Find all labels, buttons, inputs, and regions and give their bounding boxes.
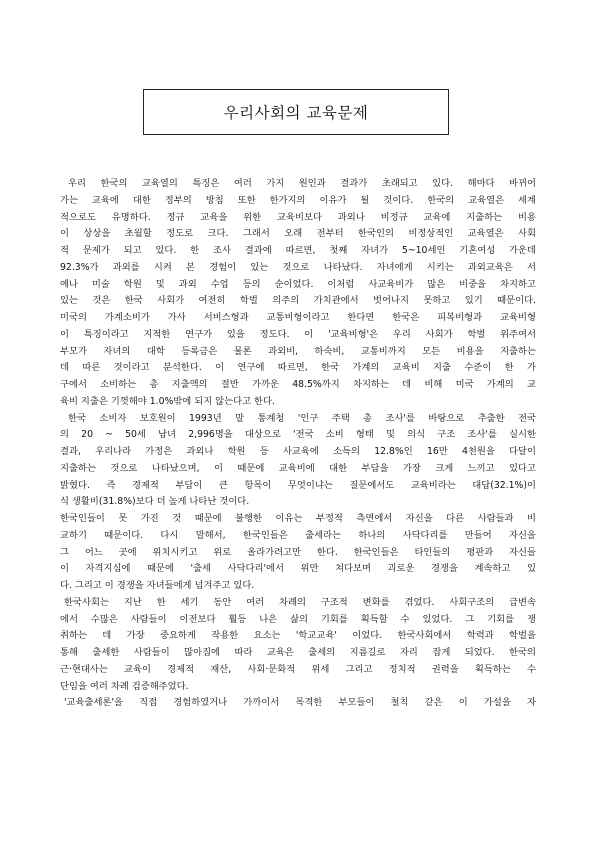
text-line: 적 문제가 되고 있다. 한 조사 결과에 따르면, 첫째 자녀가 5~10세인 기혼여성 가운데 — [60, 245, 536, 256]
text-line: 있는 것은 한국 사회가 여전히 학벌 의주의 가치관에서 벗어나지 못하고 있기 때문이다. — [60, 295, 536, 307]
text-line: 결과, 우리나라 가정은 과외나 학원 등 사교육에 소득의 12.8%인 16만 4천원을 다달이 — [60, 446, 536, 457]
text-line: 밝혔다. 즉 경제적 부담이 큰 항목이 무엇이냐는 질문에서도 교육비라는 대답(32.1%)이 — [60, 479, 536, 491]
text-line: 한국 소비자 보호원이 1993년 말 통계청 '인구 주택 총 조사'를 바탕으로 추출한 전국 — [68, 412, 536, 424]
text-line: 이 자격지심에 때문에 '출세 사닥다리'에서 위만 쳐다보며 괴로운 경쟁을 계속하고 있 — [60, 563, 536, 575]
text-line: 데 따른 것이라고 분석한다. 이 연구에 따르면, 한국 가계의 교육비 지출 수준이 한 가 — [60, 362, 536, 374]
document-body — [60, 176, 536, 712]
text-line: 식 생활비(31.8%)보다 더 높게 나타난 것이다. — [60, 496, 250, 508]
text-line: 예나 미술 학원 및 과외 수업 등의 순이었다. 이처럼 사교육비가 많은 비중을 차지하고 — [60, 278, 536, 290]
text-line: 적으로도 유명하다. 정규 교육을 위한 교육비보다 과외나 비정규 교육에 지출하는 비용 — [60, 211, 536, 223]
text-line: 부모가 자녀의 대학 등록금은 물론 과외비, 하숙비, 교통비까지 모든 비용을 지출하는 — [60, 345, 536, 357]
text-line: 단임을 여러 차례 검증해주었다. — [60, 680, 189, 692]
text-line: 다. 그리고 이 경쟁을 자녀들에게 넘겨주고 있다. — [60, 580, 255, 591]
text-line: 통해 출세한 사람들이 많아짐에 따라 교육은 출세의 지름길로 자리 잡게 되었다. 한국의 — [60, 647, 536, 658]
text-line: 한국사회는 지난 한 세기 동안 여러 차례의 구조적 변화를 겪었다. 사회구조의 급변속 — [64, 596, 536, 608]
text-line: 육비 지출은 기껏해야 1.0%밖에 되지 않는다고 한다. — [60, 395, 275, 407]
text-line: 취하는 데 가장 중요하게 작용한 요소는 '학교교육' 이었다. 한국사회에서 학력과 학벌을 — [60, 630, 536, 642]
text-line: 그 어느 곳에 위치시키고 위로 올라가려고만 한다. 한국인들은 타인들의 평판과 자신들 — [60, 546, 536, 558]
text-line: 구에서 소비하는 총 지출액의 절반 가까운 48.5%까지 차지하는 데 비해 미국 가계의 교 — [60, 379, 536, 390]
text-line: 지출하는 것으로 나타났으며, 이 때문에 교육비에 대한 부담을 가장 크게 느끼고 있다고 — [60, 462, 536, 474]
text-line: 의 20 ~ 50세 남녀 2,996명을 대상으로 '전국 소비 형태 및 의식 구조 조사'를 실시한 — [60, 429, 536, 441]
text-line: 이 특징이라고 지적한 연구가 있을 정도다. 이 '교육비형'은 우리 사회가 학벌 위주여서 — [60, 328, 536, 340]
document-title: 우리사회의 교육문제 — [223, 104, 369, 122]
text-line: 92.3%가 과외를 시켜 본 경험이 있는 것으로 나타났다. 자녀에게 시키는 과외교육은 서 — [60, 261, 536, 273]
title-box — [143, 89, 449, 135]
text-line: 우리 한국의 교육열의 특징은 여러 가지 원인과 결과가 초래되고 있다. 해마다 바뀌어 — [68, 178, 536, 189]
text-line: 가는 교육에 대한 정부의 방침 또한 한가지의 이유가 될 것이다. 한국의 교육열은 세계 — [60, 194, 536, 206]
text-line: 미국의 가계소비가 가사 서비스형과 교통비형이라고 한다면 한국은 피복비형과 교육비형 — [60, 312, 536, 323]
text-line: 교하기 때문이다. 다시 말해서, 한국인들은 출세라는 하나의 사닥다리를 만들어 자신을 — [60, 529, 536, 541]
text-line: 에서 수많은 사람들이 이전보다 훨등 나은 삶의 기회를 획득할 수 있었다. 그 기회를 쟁 — [60, 613, 536, 625]
text-line: 한국인들이 못 가진 것 때문에 불행한 이유는 부정적 측면에서 자신을 다른 사람들과 비 — [60, 513, 536, 524]
text-line: 이 상상을 초월할 정도로 크다. 그래서 오래 전부터 한국인의 비정상적인 교육열은 사회 — [60, 228, 536, 240]
text-line: 근·현대사는 교육이 경제적 재산, 사회·문화적 위세 그리고 정치적 권력을 획득하는 수 — [60, 663, 536, 675]
text-line: '교육출세론'을 직접 경험하였거나 가까이서 목격한 부모들이 철칙 같은 이 가설을 자 — [64, 697, 536, 709]
